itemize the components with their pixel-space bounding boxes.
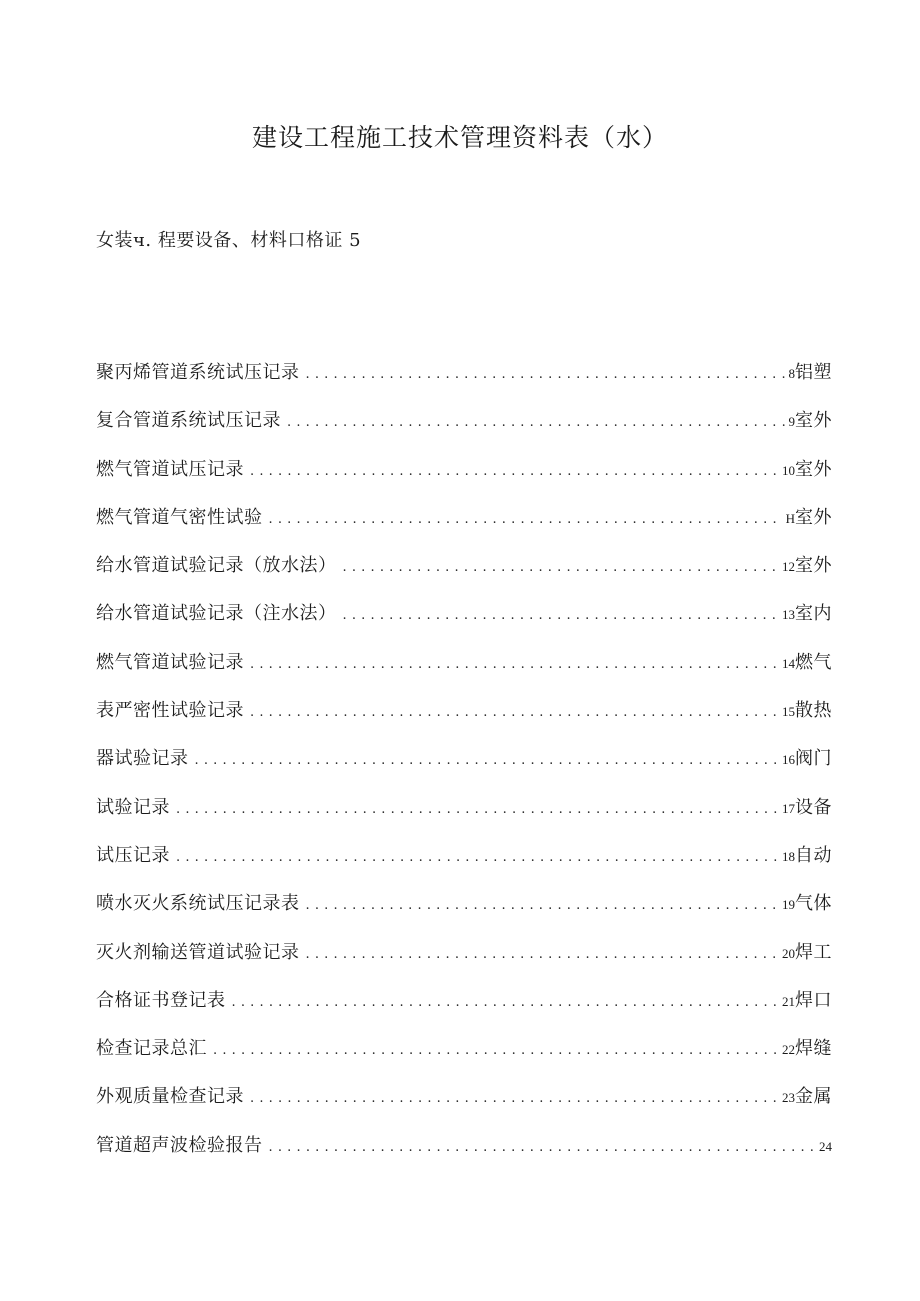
toc-entry[interactable] <box>96 1082 832 1130</box>
toc-entry-title: 外观质量检查记录 <box>96 1086 244 1108</box>
toc-entry-title: 灭火剂输送管道试验记录 <box>96 941 300 963</box>
toc-trailing-text: 室内 <box>795 603 832 625</box>
toc-leader-dots <box>195 753 779 768</box>
toc-entry[interactable] <box>96 551 832 599</box>
toc-entry-title: 表严密性试验记录 <box>96 700 244 722</box>
toc-leader-dots <box>306 898 779 913</box>
toc-page-number: 9 <box>788 414 795 430</box>
toc-entry[interactable] <box>96 889 832 937</box>
toc-trailing-text: 燃气 <box>795 651 832 673</box>
toc-leader-dots <box>269 512 782 527</box>
toc-leader-dots <box>213 1043 778 1058</box>
toc-entry[interactable] <box>96 455 832 503</box>
toc-trailing-text: 焊缝 <box>795 1038 832 1060</box>
toc-page-number: 14 <box>782 655 795 671</box>
toc-page-number: 16 <box>782 752 795 768</box>
toc-leader-dots <box>269 1140 816 1155</box>
toc-page-number: 20 <box>782 945 795 961</box>
toc-leader-dots <box>343 608 779 623</box>
toc-leader-dots <box>176 802 778 817</box>
toc-leader-dots <box>343 560 779 575</box>
toc-trailing-text: 设备 <box>795 796 832 818</box>
toc-page-number: 12 <box>782 559 795 575</box>
toc-page-number: 21 <box>782 993 795 1009</box>
document-title: 建设工程施工技术管理资料表（水） <box>251 123 668 152</box>
toc-entry[interactable] <box>96 648 832 696</box>
toc-leader-dots <box>250 464 778 479</box>
toc-entry-title: 给水管道试验记录（注水法） <box>96 603 337 625</box>
toc-page-number: 10 <box>782 462 795 478</box>
toc-page-number: 19 <box>782 897 795 913</box>
toc-entry-title: 喷水灭火系统试压记录表 <box>96 893 300 915</box>
toc-entry[interactable] <box>96 938 832 986</box>
toc-trailing-text: 自动 <box>795 844 832 866</box>
toc-entry-title: 燃气管道试验记录 <box>96 651 244 673</box>
toc-page-number: 23 <box>782 1090 795 1106</box>
toc-trailing-text: 气体 <box>795 893 832 915</box>
toc-page-number: 15 <box>782 704 795 720</box>
toc-entry-title: 器试验记录 <box>96 748 189 770</box>
toc-page-number: 8 <box>788 366 795 381</box>
toc-entry[interactable] <box>96 358 832 406</box>
toc-entry-title: 复合管道系统试压记录 <box>96 410 281 432</box>
toc-entry-title: 管道超声波检验报告 <box>96 1134 263 1156</box>
toc-trailing-text: 铝塑 <box>795 362 832 383</box>
toc-page-number: 24 <box>819 1138 832 1154</box>
toc-page-number: 17 <box>782 800 795 816</box>
toc-page-number: H <box>785 510 795 526</box>
toc-entry-title: 给水管道试验记录（放水法） <box>96 555 337 577</box>
toc-leader-dots <box>287 415 785 430</box>
toc-page-number: 18 <box>782 848 795 864</box>
toc-entry[interactable] <box>96 793 832 841</box>
toc-entry-title: 聚丙烯管道系统试压记录 <box>96 362 300 383</box>
toc-entry[interactable] <box>96 406 832 454</box>
toc-leader-dots <box>250 1091 778 1106</box>
toc-leader-dots <box>306 947 779 962</box>
toc-entry[interactable] <box>96 599 832 647</box>
document-subtitle: 女装ч. 程要设备、材料口格证 5 <box>96 230 362 251</box>
toc-entry-title: 试验记录 <box>96 796 170 818</box>
toc-entry-title: 燃气管道试压记录 <box>96 458 244 480</box>
toc-trailing-text: 室外 <box>795 555 832 577</box>
toc-entry-title: 试压记录 <box>96 844 170 866</box>
toc-leader-dots <box>306 367 785 382</box>
toc-trailing-text: 室外 <box>795 458 832 480</box>
toc-trailing-text: 金属 <box>795 1086 832 1108</box>
toc-entry-title: 检查记录总汇 <box>96 1038 207 1060</box>
toc-entry[interactable] <box>96 841 832 889</box>
toc-leader-dots <box>250 657 778 672</box>
toc-trailing-text: 室外 <box>795 410 832 432</box>
toc-page-number: 13 <box>782 607 795 623</box>
toc-trailing-text: 室外 <box>795 506 832 528</box>
toc-leader-dots <box>232 995 779 1010</box>
toc-entry[interactable] <box>96 1131 832 1179</box>
toc-entry[interactable] <box>96 696 832 744</box>
toc-entry[interactable] <box>96 744 832 792</box>
table-of-contents <box>96 358 832 1179</box>
toc-page-number: 22 <box>782 1042 795 1058</box>
toc-entry-title: 燃气管道气密性试验 <box>96 506 263 528</box>
toc-trailing-text: 散热 <box>795 700 832 722</box>
toc-leader-dots <box>176 850 778 865</box>
toc-trailing-text: 焊工 <box>795 941 832 963</box>
toc-entry[interactable] <box>96 1034 832 1082</box>
toc-trailing-text: 阀门 <box>795 748 832 770</box>
toc-entry[interactable] <box>96 503 832 551</box>
toc-leader-dots <box>250 705 778 720</box>
toc-entry[interactable] <box>96 986 832 1034</box>
toc-entry-title: 合格证书登记表 <box>96 989 226 1011</box>
toc-trailing-text: 焊口 <box>795 989 832 1011</box>
